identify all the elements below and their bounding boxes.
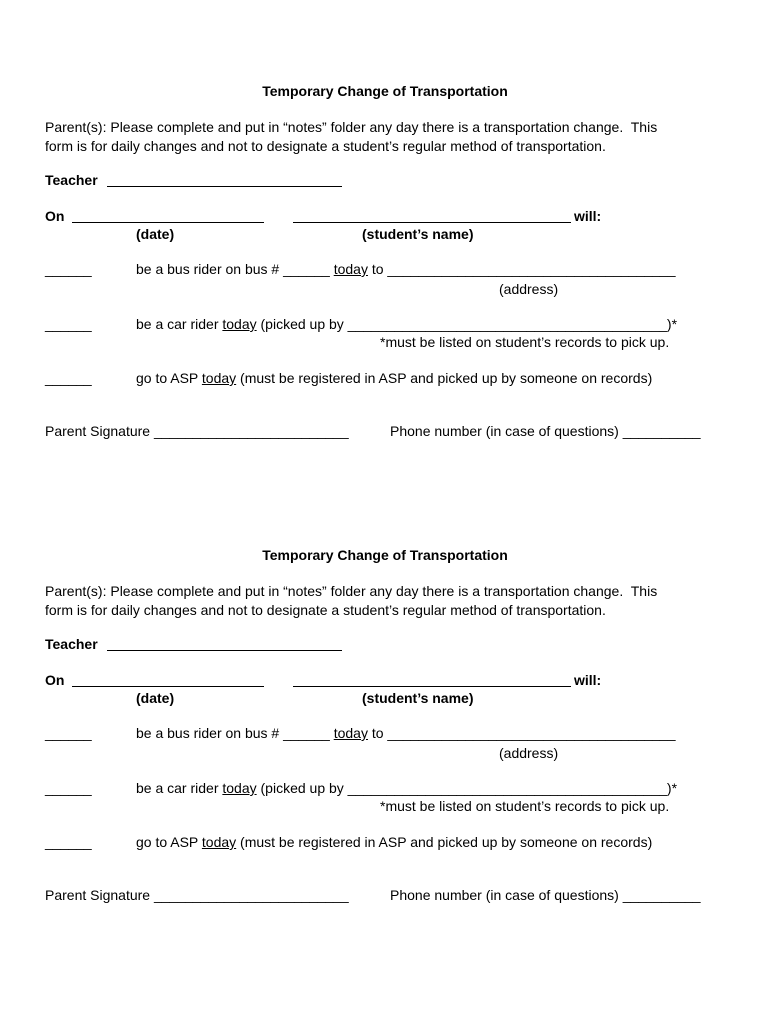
today-emphasis: today: [201, 370, 237, 386]
address-caption: (address): [499, 281, 559, 297]
asp-option: go to ASP today (must be registered in ASP and picked up by someone on records): [136, 834, 653, 850]
teacher-field[interactable]: [107, 650, 342, 651]
student-name-caption: (student’s name): [362, 226, 474, 242]
will-label: will:: [574, 208, 602, 224]
instructions-line-2: form is for daily changes and not to designate a student’s regular method of transportation.: [45, 602, 606, 618]
on-label: On: [45, 672, 65, 688]
instructions-line-1: Parent(s): Please complete and put in “notes” folder any day there is a transportation change. This: [45, 119, 658, 135]
asp-checkbox-blank[interactable]: ______: [45, 370, 92, 386]
student-name-field[interactable]: [293, 686, 571, 687]
address-caption: (address): [499, 745, 559, 761]
form-title: Temporary Change of Transportation: [262, 83, 508, 99]
will-label: will:: [574, 672, 602, 688]
car-rider-checkbox-blank[interactable]: ______: [45, 780, 92, 796]
student-name-field[interactable]: [293, 222, 571, 223]
teacher-label: Teacher: [45, 636, 98, 652]
asp-option: go to ASP today (must be registered in ASP and picked up by someone on records): [136, 370, 653, 386]
date-field[interactable]: [72, 686, 264, 687]
instructions-line-2: form is for daily changes and not to designate a student’s regular method of transportation.: [45, 138, 606, 154]
today-emphasis: today: [222, 780, 257, 796]
bus-rider-option: be a bus rider on bus # ______ today to _____________________________________: [136, 261, 676, 277]
parent-signature-field[interactable]: Parent Signature _________________________: [45, 423, 349, 439]
car-rider-option: be a car rider today (picked up by _________________________________________)*: [136, 316, 678, 332]
asp-checkbox-blank[interactable]: ______: [45, 834, 92, 850]
phone-number-field[interactable]: Phone number (in case of questions) __________: [390, 423, 701, 439]
car-rider-note: *must be listed on student’s records to pick up.: [380, 334, 670, 350]
bus-rider-checkbox-blank[interactable]: ______: [45, 261, 92, 277]
phone-number-field[interactable]: Phone number (in case of questions) __________: [390, 887, 701, 903]
today-emphasis: today: [222, 316, 257, 332]
parent-signature-field[interactable]: Parent Signature _________________________: [45, 887, 349, 903]
today-emphasis: today: [333, 261, 368, 277]
date-caption: (date): [136, 226, 175, 242]
instructions-line-1: Parent(s): Please complete and put in “notes” folder any day there is a transportation change. This: [45, 583, 658, 599]
transportation-form-2: [0, 464, 770, 903]
transportation-form-1: [0, 0, 770, 439]
teacher-field[interactable]: [107, 186, 342, 187]
date-field[interactable]: [72, 222, 264, 223]
on-label: On: [45, 208, 65, 224]
bus-rider-option: be a bus rider on bus # ______ today to _____________________________________: [136, 725, 676, 741]
car-rider-option: be a car rider today (picked up by _________________________________________)*: [136, 780, 678, 796]
car-rider-checkbox-blank[interactable]: ______: [45, 316, 92, 332]
bus-rider-checkbox-blank[interactable]: ______: [45, 725, 92, 741]
form-title: Temporary Change of Transportation: [262, 547, 508, 563]
today-emphasis: today: [201, 834, 237, 850]
student-name-caption: (student’s name): [362, 690, 474, 706]
date-caption: (date): [136, 690, 175, 706]
car-rider-note: *must be listed on student’s records to pick up.: [380, 798, 670, 814]
teacher-label: Teacher: [45, 172, 98, 188]
today-emphasis: today: [333, 725, 368, 741]
